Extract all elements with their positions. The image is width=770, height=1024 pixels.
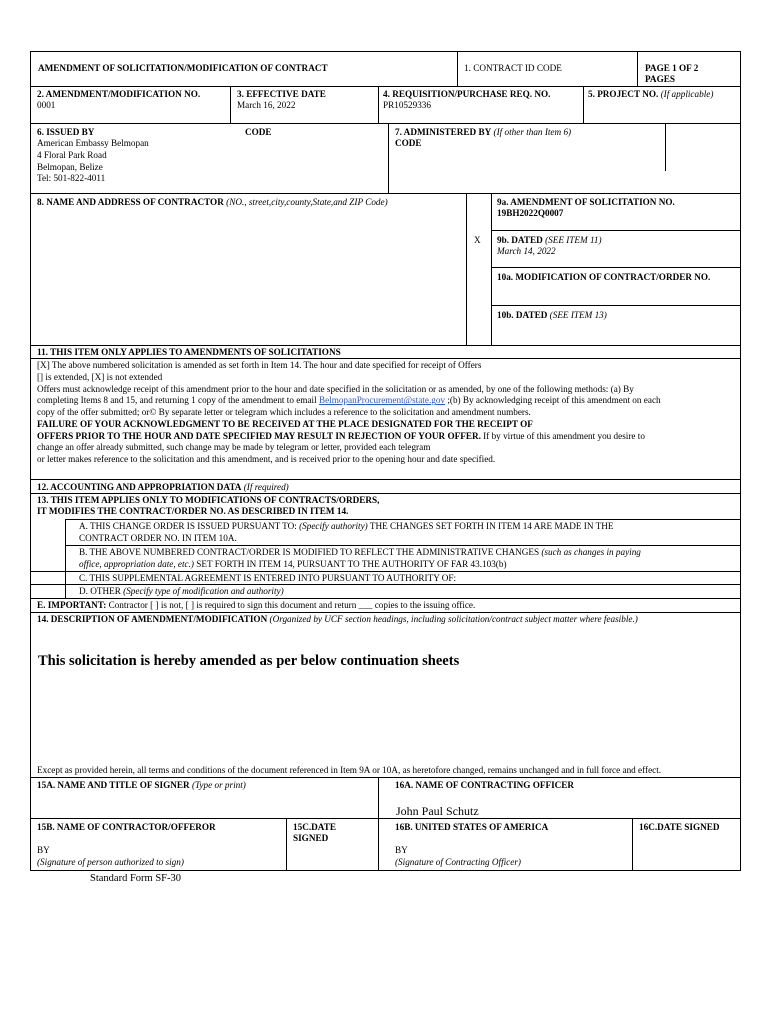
contracting-officer-name[interactable]: John Paul Schutz (396, 804, 479, 818)
contractor-date-label-1: 15C.DATE (293, 822, 336, 832)
item-9b-check[interactable]: X (474, 235, 481, 245)
item-14-description[interactable]: This solicitation is hereby amended as per below continuation sheets (38, 653, 460, 669)
usa-label: 16B. UNITED STATES OF AMERICA (395, 822, 549, 832)
item-14-label: 14. DESCRIPTION OF AMENDMENT/MODIFICATION (Organized by UCF section headings, including solicitation/contract subject matter where feasible.) (37, 614, 638, 624)
contractor-date-label-2: SIGNED (293, 833, 329, 843)
item-11-title: 11. THIS ITEM ONLY APPLIES TO AMENDMENTS OF SOLICITATIONS (37, 347, 341, 357)
item-13-title-2: IT MODIFIES THE CONTRACT/ORDER NO. AS DESCRIBED IN ITEM 14. (37, 506, 349, 516)
contractor-offeror-label: 15B. NAME OF CONTRACTOR/OFFEROR (37, 822, 216, 832)
administered-by-label: 7. ADMINISTERED BY (If other than Item 6) (395, 127, 572, 137)
item-13-d: D. OTHER (Specify type of modification and authority) (79, 586, 284, 596)
item-9b-label: 9b. DATED (SEE ITEM 11) (497, 235, 602, 245)
contractor-label: 8. NAME AND ADDRESS OF CONTRACTOR (NO., street,city,county,State,and ZIP Code) (37, 197, 388, 207)
officer-signature-field[interactable]: (Signature of Contracting Officer) (395, 857, 521, 867)
item-9b-value[interactable]: March 14, 2022 (497, 246, 556, 256)
contractor-signature-field[interactable]: (Signature of person authorized to sign) (37, 857, 184, 867)
item-12-label: 12. ACCOUNTING AND APPROPRIATION DATA (If required) (37, 482, 289, 492)
signer-name-label: 15A. NAME AND TITLE OF SIGNER (Type or print) (37, 780, 246, 790)
amendment-no-label: 2. AMENDMENT/MODIFICATION NO. (37, 89, 201, 99)
project-label: 5. PROJECT NO. (If applicable) (588, 89, 714, 99)
contracting-officer-label: 16A. NAME OF CONTRACTING OFFICER (395, 780, 575, 790)
issued-by-address[interactable]: American Embassy Belmopan 4 Floral Park Road Belmopan, Belize Tel: 501-822-4011 (37, 138, 149, 184)
requisition-value[interactable]: PR10529336 (383, 100, 431, 110)
contract-id-label: 1. CONTRACT ID CODE (464, 63, 562, 73)
item-9a-value[interactable]: 19BH2022Q0007 (497, 208, 564, 218)
except-clause: Except as provided herein, all terms and conditions of the document referenced in Item 9A or 10A, as heretofore changed, remains unchanged and in full force and effect. (37, 765, 662, 775)
issued-code-label: CODE (245, 127, 272, 137)
requisition-label: 4. REQUISITION/PURCHASE REQ. NO. (383, 89, 551, 99)
item-13-title-1: 13. THIS ITEM APPLIES ONLY TO MODIFICATIONS OF CONTRACTS/ORDERS, (37, 495, 380, 505)
effective-date-value[interactable]: March 16, 2022 (237, 100, 296, 110)
page-label: PAGE 1 OF 2 (645, 63, 699, 73)
item-13-e: E. IMPORTANT: Contractor [ ] is not, [ ] is required to sign this document and return ___ copies to the issuing office. (37, 600, 476, 610)
officer-by-label: BY (395, 845, 408, 855)
form-title: AMENDMENT OF SOLICITATION/MODIFICATION OF CONTRACT (38, 63, 328, 73)
pages-label: PAGES (645, 74, 675, 84)
officer-date-label: 16C.DATE SIGNED (639, 822, 720, 832)
form-footer: Standard Form SF-30 (90, 873, 182, 884)
effective-date-label: 3. EFFECTIVE DATE (237, 89, 326, 99)
contractor-by-label: BY (37, 845, 50, 855)
item-9a-label: 9a. AMENDMENT OF SOLICITATION NO. (497, 197, 675, 207)
issued-by-label: 6. ISSUED BY (37, 127, 95, 137)
item-10b-label: 10b. DATED (SEE ITEM 13) (497, 310, 607, 320)
administered-code-label: CODE (395, 138, 422, 148)
item-13-b: B. THE ABOVE NUMBERED CONTRACT/ORDER IS MODIFIED TO REFLECT THE ADMINISTRATIVE CHANGES (such as changes in paying office, appropriation date, etc.) SET FORTH IN ITEM 14, PURSUANT TO THE AUTHORITY OF FAR 43.103(b) (79, 547, 641, 569)
procurement-email-link[interactable]: BelmopanProcurement@state.gov (318, 395, 446, 406)
amendment-no-value[interactable]: 0001 (37, 100, 56, 110)
item-10a-label: 10a. MODIFICATION OF CONTRACT/ORDER NO. (497, 272, 711, 282)
item-13-a: A. THIS CHANGE ORDER IS ISSUED PURSUANT TO: (Specify authority) THE CHANGES SET FORTH IN ITEM 14 ARE MADE IN THE CONTRACT ORDER NO. IN ITEM 10A. (79, 521, 614, 543)
item-11-body: [X] The above numbered solicitation is amended as set forth in Item 14. The hour and date specified for receipt of Offers [] is extended, [X] is not extended Offers must acknowledge receipt of this amendment prior to the hour and date specified in the solicitation or as amended, by one of the following methods: (a) By completing Items 8 and 15, and returning 1 copy of the amendment to email BelmopanProcurement@state.gov ;(b) By acknowledging receipt of this amendment on each copy of the offer submitted; or© By separate letter or telegram which includes a reference to the solicitation and amendment numbers. FAILURE OF YOUR ACKNOWLEDGMENT TO BE RECEIVED AT THE PLACE DESIGNATED FOR THE RECEIPT OF OFFERS PRIOR TO THE HOUR AND DATE SPECIFIED MAY RESULT IN REJECTION OF YOUR OFFER. If by virtue of this amendment you desire to change an offer already submitted, such change may be made by telegram or letter, provided each telegram or letter makes reference to the solicitation and this amendment, and is received prior to the opening hour and date specified. (37, 360, 661, 465)
item-13-c: C. THIS SUPPLEMENTAL AGREEMENT IS ENTERED INTO PURSUANT TO AUTHORITY OF: (79, 573, 457, 583)
